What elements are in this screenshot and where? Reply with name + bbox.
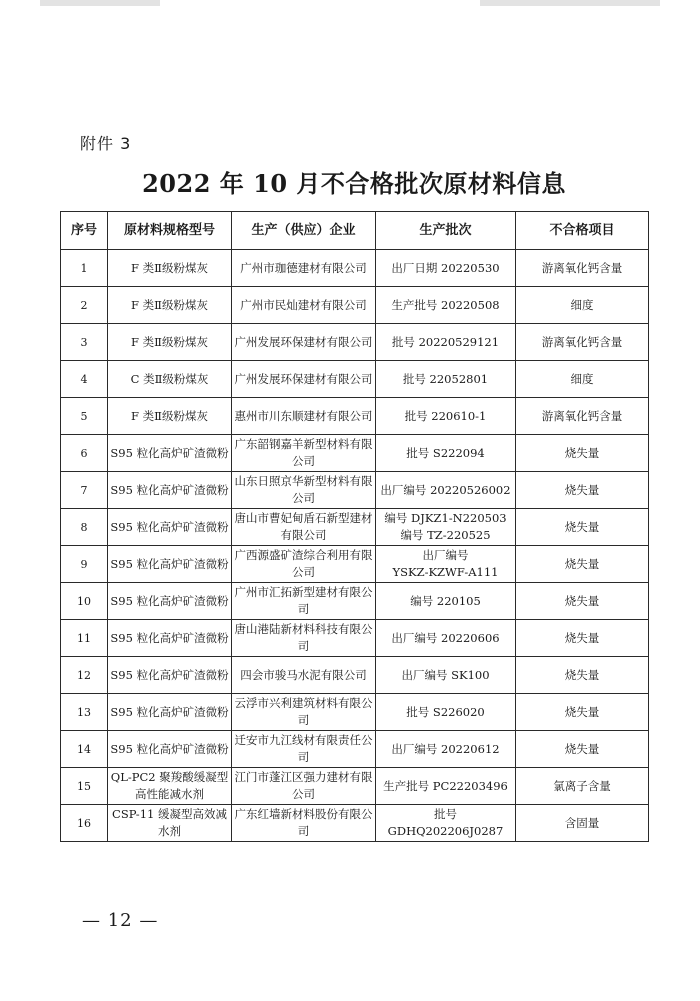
scan-edge-left [40, 0, 160, 6]
cell-batch: 编号 220105 [376, 583, 516, 620]
cell-item: 烧失量 [516, 546, 649, 583]
table-row [61, 546, 649, 583]
cell-spec: S95 粒化高炉矿渣微粉 [108, 620, 232, 657]
cell-no: 8 [61, 509, 108, 546]
scan-edge-right [480, 0, 660, 6]
cell-batch: 出厂日期 20220530 [376, 250, 516, 287]
header-company: 生产（供应）企业 [232, 212, 376, 250]
table-row [61, 398, 649, 435]
table-row [61, 509, 649, 546]
table-row [61, 620, 649, 657]
cell-no: 11 [61, 620, 108, 657]
cell-batch: 出厂编号 20220612 [376, 731, 516, 768]
table-row [61, 287, 649, 324]
cell-item: 烧失量 [516, 620, 649, 657]
cell-spec: F 类Ⅱ级粉煤灰 [108, 287, 232, 324]
cell-spec: QL-PC2 聚羧酸缓凝型高性能减水剂 [108, 768, 232, 805]
cell-item: 氯离子含量 [516, 768, 649, 805]
cell-item: 游离氧化钙含量 [516, 398, 649, 435]
cell-spec: F 类Ⅱ级粉煤灰 [108, 398, 232, 435]
cell-batch: 出厂编号 20220606 [376, 620, 516, 657]
cell-company: 惠州市川东顺建材有限公司 [232, 398, 376, 435]
cell-spec: S95 粒化高炉矿渣微粉 [108, 657, 232, 694]
cell-no: 9 [61, 546, 108, 583]
cell-no: 6 [61, 435, 108, 472]
cell-spec: S95 粒化高炉矿渣微粉 [108, 472, 232, 509]
cell-company: 广西源盛矿渣综合利用有限公司 [232, 546, 376, 583]
cell-no: 10 [61, 583, 108, 620]
cell-no: 15 [61, 768, 108, 805]
cell-spec: S95 粒化高炉矿渣微粉 [108, 546, 232, 583]
cell-company: 四会市骏马水泥有限公司 [232, 657, 376, 694]
cell-no: 5 [61, 398, 108, 435]
table-row [61, 657, 649, 694]
table-row [61, 805, 649, 842]
document-title: 2022 年 10 月不合格批次原材料信息 [142, 169, 566, 198]
cell-company: 广东韶钢嘉羊新型材料有限公司 [232, 435, 376, 472]
cell-item: 烧失量 [516, 435, 649, 472]
header-batch: 生产批次 [376, 212, 516, 250]
table-row [61, 731, 649, 768]
header-no: 序号 [61, 212, 108, 250]
table-row [61, 250, 649, 287]
cell-batch: 出厂编号 SK100 [376, 657, 516, 694]
cell-company: 唐山市曹妃甸盾石新型建材有限公司 [232, 509, 376, 546]
cell-item: 烧失量 [516, 731, 649, 768]
cell-no: 14 [61, 731, 108, 768]
cell-spec: S95 粒化高炉矿渣微粉 [108, 694, 232, 731]
cell-spec: S95 粒化高炉矿渣微粉 [108, 509, 232, 546]
cell-spec: S95 粒化高炉矿渣微粉 [108, 731, 232, 768]
cell-company: 迁安市九江线材有限责任公司 [232, 731, 376, 768]
cell-batch: 批号 22052801 [376, 361, 516, 398]
cell-company: 唐山港陆新材料科技有限公司 [232, 620, 376, 657]
cell-item: 烧失量 [516, 509, 649, 546]
cell-no: 3 [61, 324, 108, 361]
header-spec: 原材料规格型号 [108, 212, 232, 250]
table-row [61, 472, 649, 509]
cell-batch: 生产批号 PC22203496 [376, 768, 516, 805]
cell-batch: 批号 GDHQ202206J0287 [376, 805, 516, 842]
cell-item: 游离氧化钙含量 [516, 324, 649, 361]
cell-company: 江门市蓬江区强力建材有限公司 [232, 768, 376, 805]
cell-spec: S95 粒化高炉矿渣微粉 [108, 583, 232, 620]
cell-item: 细度 [516, 361, 649, 398]
table-row [61, 361, 649, 398]
cell-no: 1 [61, 250, 108, 287]
table-header-row [61, 212, 649, 250]
cell-item: 游离氧化钙含量 [516, 250, 649, 287]
table-row [61, 324, 649, 361]
cell-no: 13 [61, 694, 108, 731]
cell-company: 云浮市兴利建筑材料有限公司 [232, 694, 376, 731]
cell-spec: F 类Ⅱ级粉煤灰 [108, 324, 232, 361]
material-table [60, 211, 649, 842]
cell-batch: 批号 20220529121 [376, 324, 516, 361]
cell-company: 广东红墙新材料股份有限公司 [232, 805, 376, 842]
cell-no: 2 [61, 287, 108, 324]
cell-no: 4 [61, 361, 108, 398]
cell-company: 广州发展环保建材有限公司 [232, 324, 376, 361]
cell-spec: S95 粒化高炉矿渣微粉 [108, 435, 232, 472]
cell-no: 16 [61, 805, 108, 842]
table-row [61, 694, 649, 731]
cell-company: 广州市汇拓新型建材有限公司 [232, 583, 376, 620]
table-row [61, 583, 649, 620]
cell-batch: 批号 S226020 [376, 694, 516, 731]
cell-company: 广州发展环保建材有限公司 [232, 361, 376, 398]
cell-item: 烧失量 [516, 694, 649, 731]
cell-spec: CSP-11 缓凝型高效减水剂 [108, 805, 232, 842]
header-item: 不合格项目 [516, 212, 649, 250]
cell-no: 12 [61, 657, 108, 694]
cell-item: 含固量 [516, 805, 649, 842]
cell-batch: 出厂编号 20220526002 [376, 472, 516, 509]
cell-batch: 生产批号 20220508 [376, 287, 516, 324]
cell-item: 烧失量 [516, 657, 649, 694]
cell-company: 山东日照京华新型材料有限公司 [232, 472, 376, 509]
cell-no: 7 [61, 472, 108, 509]
cell-batch: 出厂编号 YSKZ-KZWF-A111 [376, 546, 516, 583]
cell-batch: 批号 220610-1 [376, 398, 516, 435]
cell-spec: F 类Ⅱ级粉煤灰 [108, 250, 232, 287]
cell-item: 细度 [516, 287, 649, 324]
cell-batch: 编号 DJKZ1-N220503 编号 TZ-220525 [376, 509, 516, 546]
cell-company: 广州市民灿建材有限公司 [232, 287, 376, 324]
attachment-label: 附件 3 [80, 134, 132, 153]
cell-item: 烧失量 [516, 472, 649, 509]
cell-item: 烧失量 [516, 583, 649, 620]
table-body [61, 250, 649, 842]
page-number: — 12 — [82, 910, 159, 931]
cell-batch: 批号 S222094 [376, 435, 516, 472]
table-row [61, 435, 649, 472]
table-row [61, 768, 649, 805]
cell-spec: C 类Ⅱ级粉煤灰 [108, 361, 232, 398]
cell-company: 广州市珈德建材有限公司 [232, 250, 376, 287]
